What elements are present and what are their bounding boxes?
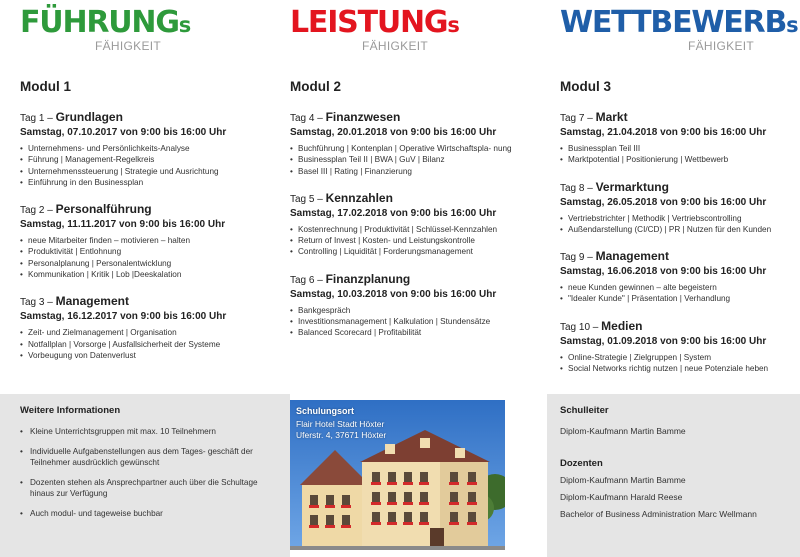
module-title: Modul 1: [20, 79, 71, 94]
day-block: [20, 202, 260, 280]
day-number: Tag 5 –: [290, 193, 326, 205]
topic-item: • Einführung in den Businessplan: [20, 177, 260, 188]
day-number: Tag 1 –: [20, 113, 56, 124]
day-block: [20, 110, 260, 188]
topic-item: • Balanced Scorecard | Profitabilität: [290, 327, 530, 338]
day-number: Tag 8 –: [560, 182, 596, 194]
header-title: FÜHRUNGs: [20, 5, 192, 40]
day-date: Samstag, 11.11.2017 von 9:00 bis 16:00 Uhr: [20, 219, 226, 231]
hotel-photo: [290, 400, 505, 550]
day-block: [560, 249, 800, 305]
info-item: • Individuelle Aufgabenstellungen aus dem Tages- geschäft der Teilnehmer ausdrücklich gewünscht: [20, 446, 270, 468]
day-number: Tag 3 –: [20, 297, 56, 309]
topic-item: • Außendarstellung (CI/CD) | PR | Nutzen für den Kunden: [560, 224, 800, 235]
day-title: Management: [55, 294, 129, 309]
info-item: • Auch modul- und tageweise buchbar: [20, 508, 270, 519]
day-number: Tag 9 –: [560, 252, 596, 264]
topic-list: [560, 143, 800, 166]
topic-list: [560, 213, 800, 236]
header-subtitle: FÄHIGKEIT: [362, 39, 429, 53]
topic-item: • Controlling | Liquidität | Forderungsmanagement: [290, 246, 530, 257]
topic-item: • Bankgespräch: [290, 305, 530, 316]
day-date: Samstag, 26.05.2018 von 9:00 bis 16:00 Uhr: [560, 196, 767, 208]
topic-item: • Kommunikation | Kritik | Lob |Deeskalation: [20, 269, 260, 280]
day-date: Samstag, 01.09.2018 von 9:00 bis 16:00 Uhr: [560, 335, 767, 347]
day-block: [290, 110, 530, 177]
day-number: Tag 6 –: [290, 274, 326, 286]
day-date: Samstag, 16.06.2018 von 9:00 bis 16:00 Uhr: [560, 266, 767, 278]
day-heading: [20, 110, 260, 126]
header-wettbewerb: [560, 5, 799, 53]
day-block: [290, 272, 530, 339]
header-title: WETTBEWERBs: [560, 5, 799, 40]
day-date: Samstag, 07.10.2017 von 9:00 bis 16:00 Uhr: [20, 127, 227, 138]
topic-list: [290, 143, 530, 177]
day-title: Vermarktung: [595, 179, 669, 194]
header-leistung: [290, 5, 460, 53]
topic-item: • Personalplanung | Personalentwicklung: [20, 258, 260, 269]
footer-band: [0, 394, 800, 557]
topic-list: [20, 235, 260, 280]
lecturers-title: Dozenten: [560, 458, 603, 469]
day-title: Finanzwesen: [325, 110, 401, 124]
day-number: Tag 7 –: [560, 113, 596, 124]
header-fuehrung: [20, 5, 192, 53]
topic-list: [290, 305, 530, 339]
day-title: Management: [595, 249, 669, 264]
topic-list: [290, 224, 530, 258]
day-title: Markt: [595, 110, 628, 124]
topic-item: • Investitionsmanagement | Kalkulation | Stundensätze: [290, 316, 530, 327]
head-title: Schulleiter: [560, 405, 609, 416]
topic-item: • Businessplan Teil II | BWA | GuV | Bilanz: [290, 154, 530, 165]
topic-item: • Buchführung | Kontenplan | Operative Wirtschaftspla- nung: [290, 143, 530, 154]
header-title: LEISTUNGs: [290, 5, 460, 40]
topic-item: • Basel III | Rating | Finanzierung: [290, 166, 530, 177]
venue-title: Schulungsort: [296, 406, 354, 416]
topic-item: • neue Kunden gewinnen – alte begeistern: [560, 282, 800, 293]
topic-item: • "Idealer Kunde" | Präsentation | Verhandlung: [560, 293, 800, 304]
topic-item: • Marktpotential | Positionierung | Wettbewerb: [560, 154, 800, 165]
topic-list: [20, 143, 260, 188]
day-date: Samstag, 10.03.2018 von 9:00 bis 16:00 Uhr: [290, 288, 497, 300]
topic-item: • Social Networks richtig nutzen | neue Potenziale heben: [560, 363, 800, 374]
day-date: Samstag, 21.04.2018 von 9:00 bis 16:00 Uhr: [560, 127, 767, 138]
day-title: Kennzahlen: [325, 190, 393, 205]
day-block: [560, 180, 800, 236]
topic-item: • Vorbeugung von Datenverlust: [20, 350, 260, 361]
info-title: Weitere Informationen: [20, 405, 121, 416]
day-block: [560, 110, 800, 166]
topic-item: • Notfallplan | Vorsorge | Ausfallsicherheit der Systeme: [20, 339, 260, 350]
day-title: Grundlagen: [55, 110, 123, 124]
info-panel: [0, 394, 290, 557]
day-title: Finanzplanung: [325, 271, 411, 286]
day-block: [20, 294, 260, 361]
topic-list: [560, 352, 800, 375]
module-column-1: [20, 79, 260, 375]
lecturer-name: Bachelor of Business Administration Marc Wellmann: [560, 509, 757, 519]
day-block: [560, 319, 800, 375]
module-column-3: [560, 79, 800, 388]
topic-item: • Kostenrechnung | Produktivität | Schlüssel-Kennzahlen: [290, 224, 530, 235]
info-list: [20, 426, 270, 528]
day-number: Tag 10 –: [560, 321, 602, 333]
module-title: Modul 2: [290, 79, 341, 94]
lecturer-name: Diplom-Kaufmann Harald Reese: [560, 492, 683, 502]
topic-item: • Produktivität | Entlohnung: [20, 246, 260, 257]
day-title: Personalführung: [55, 202, 152, 217]
day-heading: [290, 191, 530, 207]
venue-address: Uferstr. 4, 37671 Höxter: [296, 430, 387, 440]
day-heading: [20, 294, 260, 310]
day-title: Medien: [601, 318, 643, 333]
day-number: Tag 4 –: [290, 113, 326, 124]
topic-item: • Führung | Management-Regelkreis: [20, 154, 260, 165]
day-heading: [290, 110, 530, 126]
module-title: Modul 3: [560, 79, 611, 94]
day-date: Samstag, 20.01.2018 von 9:00 bis 16:00 Uhr: [290, 127, 497, 138]
topic-item: • Unternehmenssteuerung | Strategie und Ausrichtung: [20, 166, 260, 177]
topic-item: • Unternehmens- und Persönlichkeits-Analyse: [20, 143, 260, 154]
day-heading: [560, 110, 800, 126]
day-block: [290, 191, 530, 258]
info-item: • Kleine Unterrichtsgruppen mit max. 10 Teilnehmern: [20, 426, 270, 437]
topic-item: • Return of Invest | Kosten- und Leistungskontrolle: [290, 235, 530, 246]
header-subtitle: FÄHIGKEIT: [688, 39, 755, 53]
topic-item: • Businessplan Teil III: [560, 143, 800, 154]
day-heading: [560, 180, 800, 196]
topic-list: [560, 282, 800, 305]
lecturer-name: Diplom-Kaufmann Martin Bamme: [560, 475, 686, 485]
venue-caption: [296, 406, 386, 441]
topic-list: [20, 327, 260, 361]
day-date: Samstag, 17.02.2018 von 9:00 bis 16:00 Uhr: [290, 207, 497, 219]
module-column-2: [290, 79, 530, 353]
topic-item: • neue Mitarbeiter finden – motivieren – halten: [20, 235, 260, 246]
header-subtitle: FÄHIGKEIT: [95, 39, 162, 53]
day-heading: [560, 319, 800, 335]
head-name: Diplom-Kaufmann Martin Bamme: [560, 426, 686, 436]
topic-item: • Zeit- und Zielmanagement | Organisation: [20, 327, 260, 338]
venue-name: Flair Hotel Stadt Höxter: [296, 419, 385, 429]
day-date: Samstag, 16.12.2017 von 9:00 bis 16:00 Uhr: [20, 311, 227, 323]
day-heading: [560, 249, 800, 265]
day-heading: [20, 202, 260, 218]
lecturers-list: [560, 472, 757, 523]
day-heading: [290, 272, 530, 288]
info-item: • Dozenten stehen als Ansprechpartner auch über die Schultage hinaus zur Verfügung: [20, 477, 270, 499]
day-number: Tag 2 –: [20, 205, 56, 217]
topic-item: • Online-Strategie | Zielgruppen | System: [560, 352, 800, 363]
topic-item: • Vertriebstrichter | Methodik | Vertriebscontrolling: [560, 213, 800, 224]
